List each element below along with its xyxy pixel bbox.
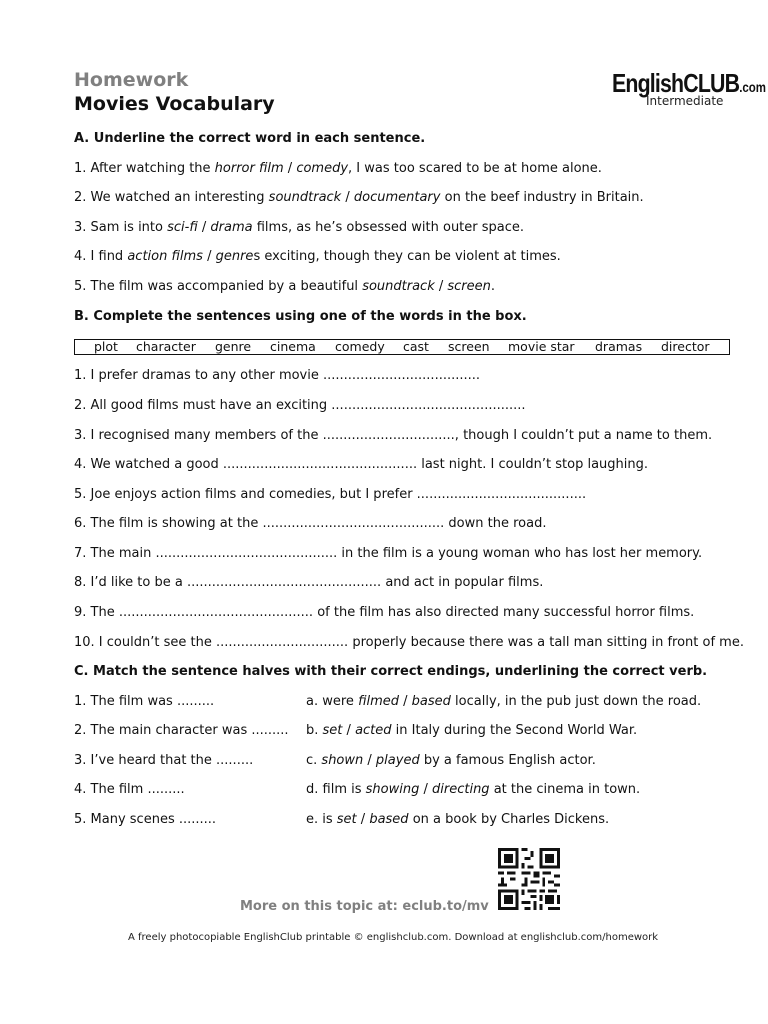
option-word[interactable]: based	[369, 812, 409, 827]
option-word[interactable]: documentary	[353, 190, 441, 205]
word-box-item: cast	[403, 339, 429, 354]
section-c-heading: C. Match the sentence halves with their correct endings, underlining the correct verb.	[74, 664, 708, 679]
brand-name: EnglishCLUB	[612, 68, 740, 98]
word-box-item: screen	[448, 339, 490, 354]
word-box-item: movie star	[508, 339, 575, 354]
section-a-item: 3. Sam is into sci-fi / drama films, as he’s obsessed with outer space.	[74, 220, 525, 235]
option-word[interactable]: screen	[447, 279, 491, 294]
option-word[interactable]: drama	[210, 220, 253, 235]
sentence-start: 1. The film was .........	[74, 694, 215, 709]
section-b-item: 7. The main ............................................ in the film is a young woman who has lost her memory.	[74, 546, 703, 561]
sentence-start: 5. Many scenes .........	[74, 812, 217, 827]
word-box	[74, 339, 730, 355]
section-a-heading: A. Underline the correct word in each sentence.	[74, 131, 426, 146]
word-box-item: character	[136, 339, 196, 354]
footer-copyright: A freely photocopiable EnglishClub printable © englishclub.com. Download at englishclub.com/homework	[128, 932, 659, 943]
section-b-item: 3. I recognised many members of the ................................, though I couldn’t put a name to them.	[74, 428, 713, 443]
option-word[interactable]: shown	[321, 753, 364, 768]
homework-label: Homework	[74, 69, 189, 91]
option-word[interactable]: soundtrack	[268, 190, 342, 205]
option-word[interactable]: horror film	[214, 161, 284, 176]
section-a-item: 5. The film was accompanied by a beautiful soundtrack / screen.	[74, 279, 496, 294]
section-a-item: 2. We watched an interesting soundtrack / documentary on the beef industry in Britain.	[74, 190, 644, 205]
option-word[interactable]: soundtrack	[362, 279, 435, 294]
section-b-item: 5. Joe enjoys action films and comedies, but I prefer .........................................	[74, 487, 587, 502]
more-info-link[interactable]: More on this topic at: eclub.to/mv	[240, 899, 489, 914]
section-a-item: 1. After watching the horror film / comedy, I was too scared to be at home alone.	[74, 161, 602, 176]
sentence-start: 2. The main character was .........	[74, 723, 289, 738]
sentence-ending: c. shown / played by a famous English actor.	[306, 753, 596, 768]
section-b-item: 9. The ............................................... of the film has also directed many successful horror films.	[74, 605, 695, 620]
option-word[interactable]: directing	[432, 782, 490, 797]
sentence-start: 3. I’ve heard that the .........	[74, 753, 254, 768]
sentence-ending: a. were filmed / based locally, in the pub just down the road.	[306, 694, 702, 709]
section-b-heading: B. Complete the sentences using one of the words in the box.	[74, 309, 527, 324]
section-b-item: 4. We watched a good ............................................... last night. I couldn’t stop laughing.	[74, 457, 649, 472]
option-word[interactable]: showing	[365, 782, 420, 797]
section-a-item: 4. I find action films / genres exciting, though they can be violent at times.	[74, 249, 561, 264]
option-word[interactable]: genre	[215, 249, 254, 264]
option-word[interactable]: played	[375, 753, 420, 768]
level-label: Intermediate	[646, 94, 724, 108]
section-b-item: 1. I prefer dramas to any other movie ......................................	[74, 368, 481, 383]
word-box-item: cinema	[270, 339, 316, 354]
section-b-item: 6. The film is showing at the ............................................ down the road.	[74, 516, 547, 531]
sentence-ending: e. is set / based on a book by Charles Dickens.	[306, 812, 610, 827]
brand-suffix: .com	[739, 79, 766, 95]
sentence-ending: d. film is showing / directing at the cinema in town.	[306, 782, 641, 797]
qr-code-icon[interactable]	[497, 848, 561, 910]
option-word[interactable]: set	[336, 812, 357, 827]
page-title: Movies Vocabulary	[74, 93, 275, 115]
word-box-item: dramas	[595, 339, 643, 354]
option-word[interactable]: action films	[127, 249, 203, 264]
word-box-item: comedy	[335, 339, 385, 354]
option-word[interactable]: sci-fi	[167, 220, 198, 235]
option-word[interactable]: filmed	[358, 694, 399, 709]
option-word[interactable]: comedy	[296, 161, 349, 176]
option-word[interactable]: acted	[355, 723, 392, 738]
sentence-ending: b. set / acted in Italy during the Second World War.	[306, 723, 638, 738]
option-word[interactable]: based	[411, 694, 451, 709]
option-word[interactable]: set	[322, 723, 343, 738]
word-box-item: genre	[215, 339, 252, 354]
word-box-item: plot	[94, 339, 118, 354]
section-b-item: 10. I couldn’t see the ................................ properly because there was a tall man sitting in front of me.	[74, 635, 744, 650]
word-box-item: director	[661, 339, 710, 354]
sentence-start: 4. The film .........	[74, 782, 185, 797]
section-b-item: 2. All good films must have an exciting ...............................................	[74, 398, 526, 413]
section-b-item: 8. I’d like to be a ............................................... and act in popular films.	[74, 575, 544, 590]
